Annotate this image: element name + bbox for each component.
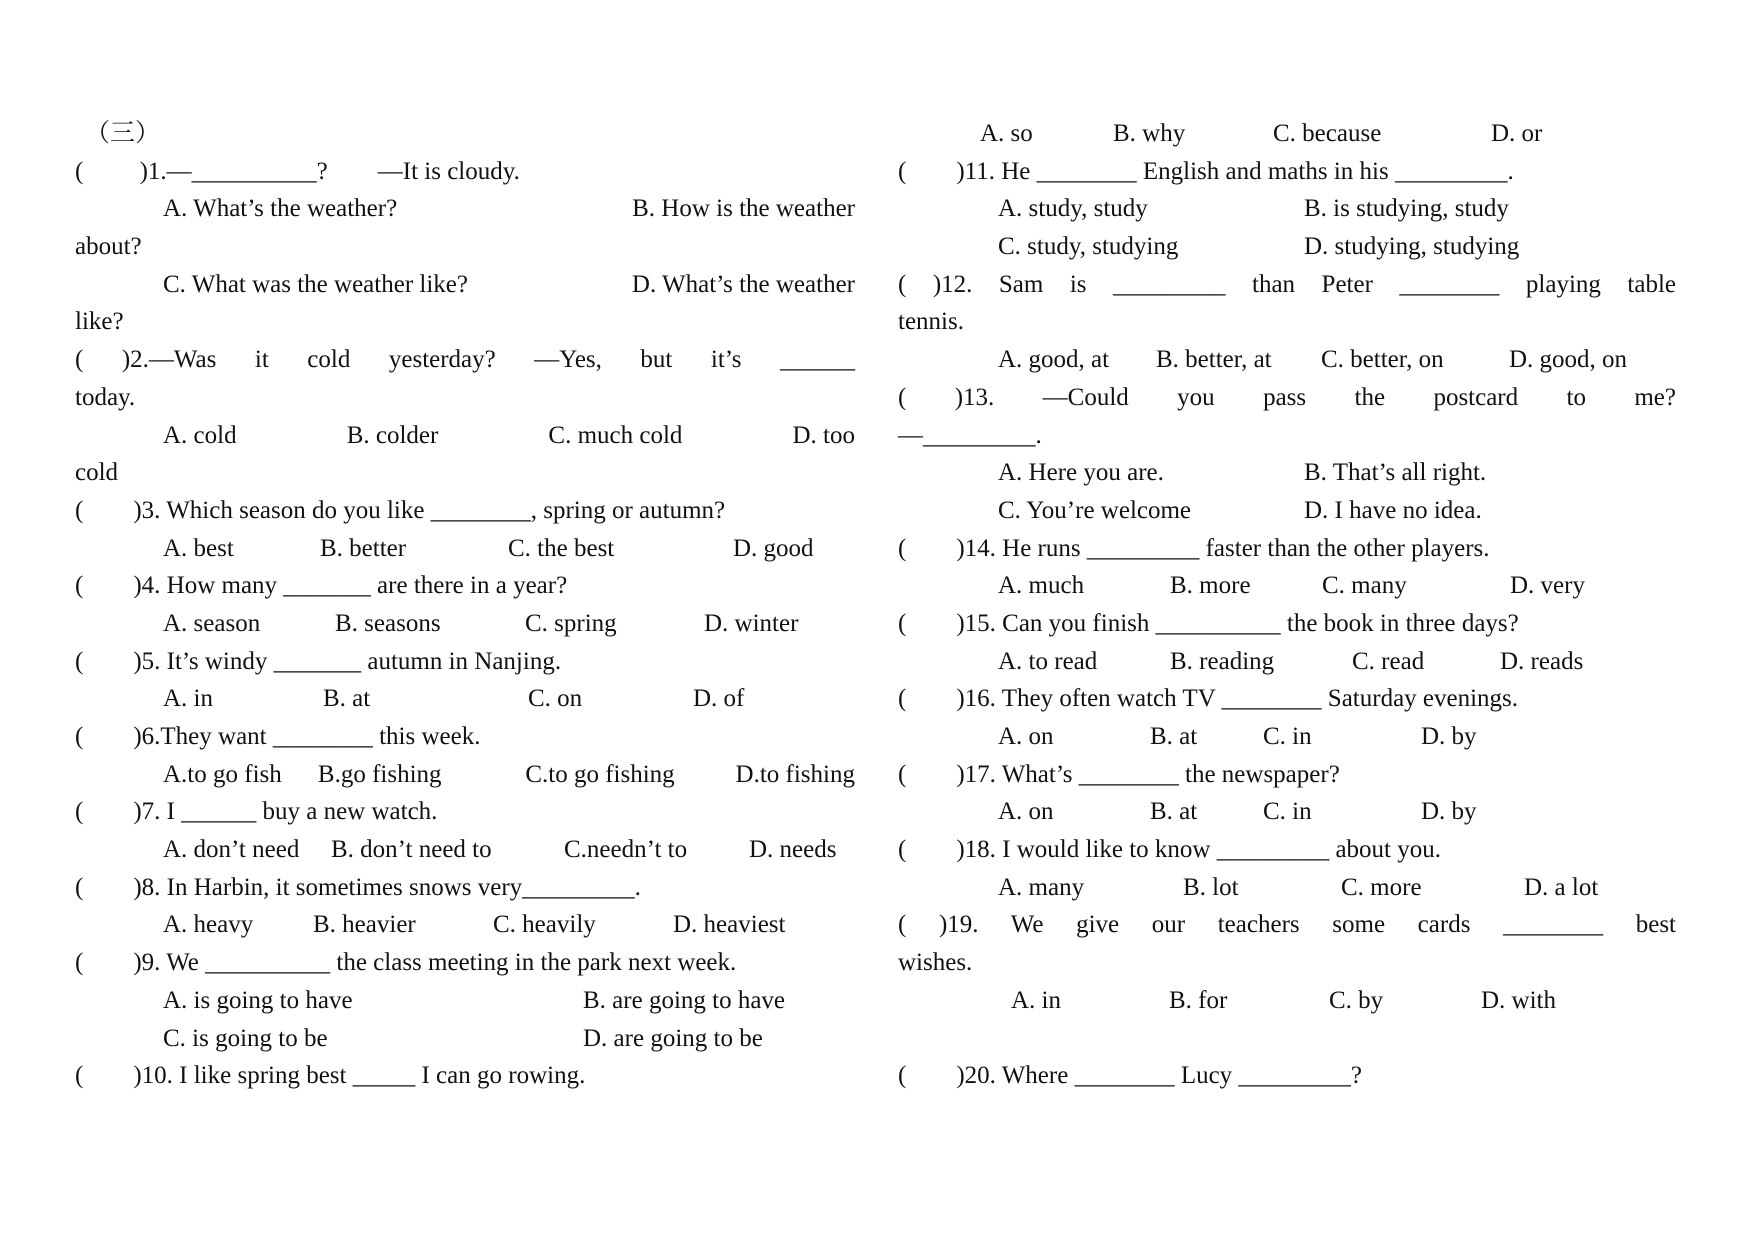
answer-options (75, 266, 855, 304)
question-line: ( )12. Sam is _________ than Peter ________ playing table (898, 270, 1676, 298)
option: D. reads (1500, 647, 1584, 675)
question-line: ( )19. We give our teachers some cards ________ best (898, 911, 1676, 939)
option: B. reading (1170, 647, 1275, 675)
question-line: ( )3. Which season do you like ________, spring or autumn? (75, 496, 726, 524)
question-line: ( )14. He runs _________ faster than the other players. (898, 534, 1490, 562)
option: A. many (998, 873, 1085, 901)
option: D. heaviest (673, 911, 786, 939)
answer-options (75, 756, 855, 794)
option: A. Here you are. (998, 459, 1164, 487)
question-line: ( )17. What’s ________ the newspaper? (898, 760, 1340, 788)
option: C. much cold (548, 421, 683, 449)
option: B. better (320, 534, 407, 562)
answer-options (75, 680, 855, 718)
option: A. on (998, 798, 1054, 826)
answer-options (75, 605, 855, 643)
question-line: ( )6.They want ________ this week. (75, 723, 481, 750)
option: D. of (693, 685, 745, 713)
question-line: ( )11. He ________ English and maths in his _________. (898, 157, 1514, 185)
option: D. a lot (1524, 873, 1599, 901)
option: C. heavily (493, 911, 596, 939)
question-line: ( )5. It’s windy _______ autumn in Nanjing. (75, 647, 562, 675)
option: C. more (1341, 873, 1422, 901)
option: D. by (1421, 798, 1477, 826)
option: A. much (998, 572, 1085, 600)
option: B. That’s all right. (1304, 459, 1487, 487)
option: B. why (1113, 120, 1186, 147)
answer-options (898, 643, 1676, 681)
option: A. heavy (163, 911, 254, 939)
option: A. good, at (998, 346, 1110, 374)
option: B. at (1150, 723, 1198, 750)
option: A.to go fish (163, 760, 282, 788)
answer-options (75, 982, 855, 1020)
question-continuation: wishes. (898, 949, 973, 977)
question-line: ( )16. They often watch TV ________ Saturday evenings. (898, 685, 1519, 713)
option: B. for (1169, 986, 1228, 1014)
question-continuation: —_________. (898, 421, 1042, 449)
question-line: ( )2.—Was it cold yesterday? —Yes, but it’s ______ (75, 346, 855, 374)
option: A. season (163, 609, 261, 637)
right-column (898, 115, 1676, 1095)
option: A. study, study (998, 195, 1148, 223)
option: D. I have no idea. (1304, 496, 1482, 524)
option: D. What’s the weather (631, 270, 855, 298)
answer-options (898, 982, 1676, 1020)
answer-options (898, 492, 1676, 530)
answer-options (898, 190, 1676, 228)
option: C. many (1322, 572, 1407, 600)
question-line: ( )20. Where ________ Lucy _________? (898, 1062, 1363, 1090)
question-line: ( )18. I would like to know _________ about you. (898, 836, 1442, 864)
option: C.to go fishing (525, 760, 675, 788)
option: B. at (1150, 798, 1198, 826)
answer-options (898, 718, 1676, 756)
option: A. best (163, 534, 234, 562)
answer-options (898, 793, 1676, 831)
question-continuation: about? (75, 233, 142, 261)
option: B. more (1170, 572, 1251, 600)
option: B. better, at (1156, 346, 1272, 374)
option: A. What’s the weather? (163, 195, 398, 223)
option: C. study, studying (998, 233, 1179, 261)
option: D. good, on (1509, 346, 1628, 374)
option: D. with (1481, 986, 1556, 1014)
option: A. is going to have (163, 986, 353, 1014)
option: D. by (1421, 723, 1477, 750)
answer-options (898, 454, 1676, 492)
option: D.to fishing (735, 760, 855, 788)
option: B. heavier (313, 911, 416, 939)
option: D. too (792, 421, 855, 449)
option: C. in (1263, 798, 1312, 826)
option: C. read (1352, 647, 1425, 675)
option: C. in (1263, 723, 1312, 750)
option: B. at (323, 685, 371, 713)
option: D. are going to be (583, 1024, 763, 1052)
question-line: ( )13. —Could you pass the postcard to me? (898, 383, 1676, 411)
option: B. lot (1183, 873, 1239, 901)
section-title: （三） (85, 120, 161, 147)
answer-options (75, 1020, 855, 1058)
question-continuation: like? (75, 308, 124, 336)
option: D. very (1510, 572, 1585, 600)
option: A. in (163, 685, 213, 713)
answer-options (75, 417, 855, 455)
option: C. What was the weather like? (163, 270, 468, 298)
option: A. so (980, 120, 1033, 147)
answer-options (898, 115, 1676, 153)
question-line: ( )7. I ______ buy a new watch. (75, 798, 438, 826)
option: C. better, on (1321, 346, 1444, 374)
option: C.needn’t to (564, 836, 688, 864)
question-line: ( )1.—__________? —It is cloudy. (75, 157, 520, 185)
answer-options (75, 906, 855, 944)
option: C. on (528, 685, 583, 713)
option: A. in (1011, 986, 1061, 1014)
option: C. the best (508, 534, 615, 562)
option: A. don’t need (163, 836, 300, 864)
answer-options (898, 341, 1676, 379)
question-line: ( )15. Can you finish __________ the book in three days? (898, 609, 1519, 637)
blank-line (898, 1020, 1676, 1058)
option: C. spring (525, 609, 617, 637)
question-line: ( )10. I like spring best _____ I can go rowing. (75, 1062, 586, 1090)
option: B.go fishing (317, 760, 442, 788)
answer-options (75, 190, 855, 228)
answer-options (898, 567, 1676, 605)
option: B. is studying, study (1304, 195, 1509, 223)
option: D. winter (704, 609, 799, 637)
option: D. or (1491, 120, 1543, 147)
question-continuation: tennis. (898, 308, 964, 336)
option: C. because (1273, 120, 1382, 147)
answer-options (898, 869, 1676, 907)
option: B. seasons (335, 609, 441, 637)
question-line: ( )9. We __________ the class meeting in the park next week. (75, 949, 737, 977)
question-line: ( )4. How many _______ are there in a year? (75, 572, 568, 600)
option: A. on (998, 723, 1054, 750)
option: A. cold (163, 421, 237, 449)
question-line: ( )8. In Harbin, it sometimes snows very_________. (75, 873, 641, 901)
option: B. How is the weather (632, 195, 855, 223)
option: D. studying, studying (1304, 233, 1520, 261)
option: C. is going to be (163, 1024, 328, 1052)
answer-options (75, 831, 855, 869)
option: B. don’t need to (331, 836, 492, 864)
option: D. needs (749, 836, 837, 864)
option: C. by (1329, 986, 1384, 1014)
option: B. colder (346, 421, 439, 449)
question-continuation: cold (75, 459, 119, 487)
option: D. good (733, 534, 814, 562)
option: C. You’re welcome (998, 496, 1192, 524)
left-column (75, 115, 855, 1095)
answer-options (75, 530, 855, 568)
answer-options (898, 228, 1676, 266)
option: B. are going to have (583, 986, 786, 1014)
question-continuation: today. (75, 383, 136, 411)
option: A. to read (998, 647, 1098, 675)
